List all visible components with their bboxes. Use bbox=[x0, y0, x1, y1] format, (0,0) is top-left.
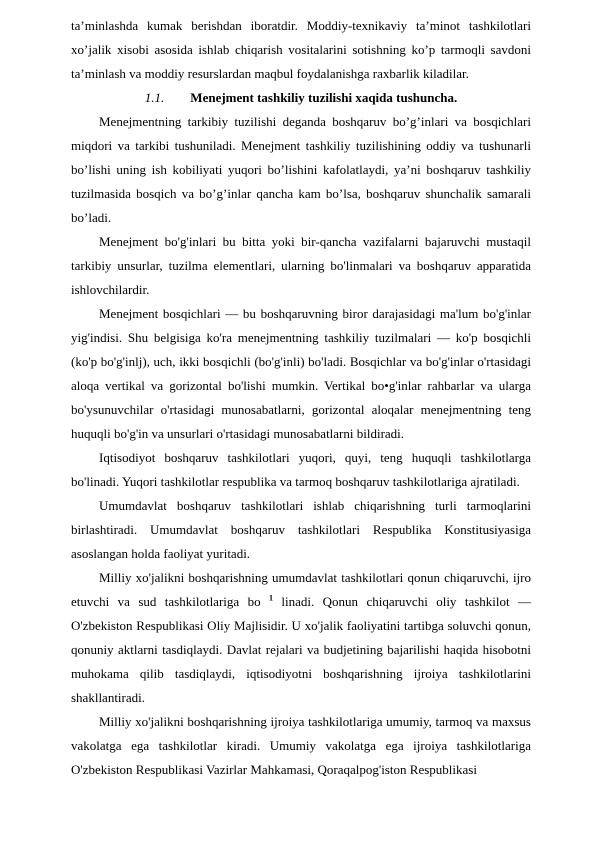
paragraph-stages: Menejment bosqichlari — bu boshqaruvning biror darajasidagi ma'lum bo'g'inlar yig'indisi. Shu belgisiga ko'ra menejmentning tashkiliy tuzilmalari — ko'p bosqichli (ko'p bo'g'inlj), uch, ikki bosqichli (bo'g'inli) bo'ladi. Bosqichlar va bo'g'inlar o'rtasidagi aloqa vertikal va gorizontal bo'lishi mumkin. Vertikal bo•g'inlar rahbarlar va ularga bo'ysunuvchilar o'rtasidagi munosabatlarni, gorizontal aloqalar menejmentning teng huquqli bo'g'in va unsurlari o'rtasidagi munosabatlarni bildiradi. bbox=[71, 306, 531, 441]
section-title: Menejment tashkiliy tuzilishi xaqida tushuncha. bbox=[190, 90, 458, 105]
paragraph-executive: Milliy xo'jalikni boshqarishning ijroiya tashkilotlariga umumiy, tarmoq va maxsus vakolatga ega tashkilotlar kiradi. Umumiy vakolatga ega ijroiya tashkilotlariga O'zbekiston Respublikasi Vazirlar Mahkamasi, Qoraqalpog'iston Respublikasi bbox=[71, 714, 531, 777]
paragraph-branches-text-b: linadi. Qonun chiqaruvchi oliy tashkilot — O'zbekiston Respublikasi Oliy Majlisidir. U xo'jalik faoliyatini tartibga soluvchi qonun, qonuniy aktlarni tasdiqlaydi. Davlat rejalari va budjetining bajarilishi haqida hisobotni muhokama qilib tasdiqlaydi, iqtisodiyotni boshqarishning ijroiya tashkilotlarini shakllantiradi. bbox=[71, 594, 532, 705]
paragraph-organizations: Iqtisodiyot boshqaruv tashkilotlari yuqori, quyi, teng huquqli tashkilotlarga bo'linadi. Yuqori tashkilotlar respublika va tarmoq boshqaruv tashkilotlariga ajratiladi. bbox=[71, 450, 531, 489]
paragraph-structure: Menejmentning tarkibiy tuzilishi deganda boshqaruv bo’g’inlari va bosqichlari miqdori va tarkibi tushuniladi. Menejment tashkiliy tuzilishining oddiy va tushunarli bo’lishi uning ish kobiliyati yuqori bo’lishini kafolatlaydi, ya’ni boshqaruv tashkiliy tuzilmasida bosqich va bo’g’inlar qancha kam bo’lsa, boshqaruv shunchalik samarali bo’ladi. bbox=[71, 114, 531, 225]
paragraph-branches-text-a: Milliy xo'jalikni boshqarishning umumdavlat tashkilotlari qonun chiqaruvchi, ijro etuvchi va sud tashkilotlariga bo bbox=[71, 570, 531, 609]
section-heading bbox=[71, 86, 531, 110]
paragraph-branches bbox=[71, 566, 531, 710]
intro-paragraph: ta’minlashda kumak berishdan iboratdir. Moddiy-texnikaviy ta’minot tashkilotlari xo’jalik xisobi asosida ishlab chiqarish vositalarini sotishning ko’p tarmoqli savdoni ta’minlash va moddiy resurslardan maqbul foydalanishga raxbarlik kiladilar. bbox=[71, 18, 531, 81]
footnote-marker: 1 bbox=[268, 593, 273, 603]
paragraph-links: Menejment bo'g'inlari bu bitta yoki bir-qancha vazifalarni bajaruvchi mustaqil tarkibiy unsurlar, tuzilma elementlari, ularning bo'linmalari va boshqaruv apparatida ishlovchilardir. bbox=[71, 234, 531, 297]
section-number: 1.1. bbox=[144, 90, 165, 105]
document-page bbox=[71, 14, 531, 782]
paragraph-state-management: Umumdavlat boshqaruv tashkilotlari ishlab chiqarishning turli tarmoqlarini birlashtiradi. Umumdavlat boshqaruv tashkilotlari Respublika Konstitusiyasiga asoslangan holda faoliyat yuritadi. bbox=[71, 498, 531, 561]
